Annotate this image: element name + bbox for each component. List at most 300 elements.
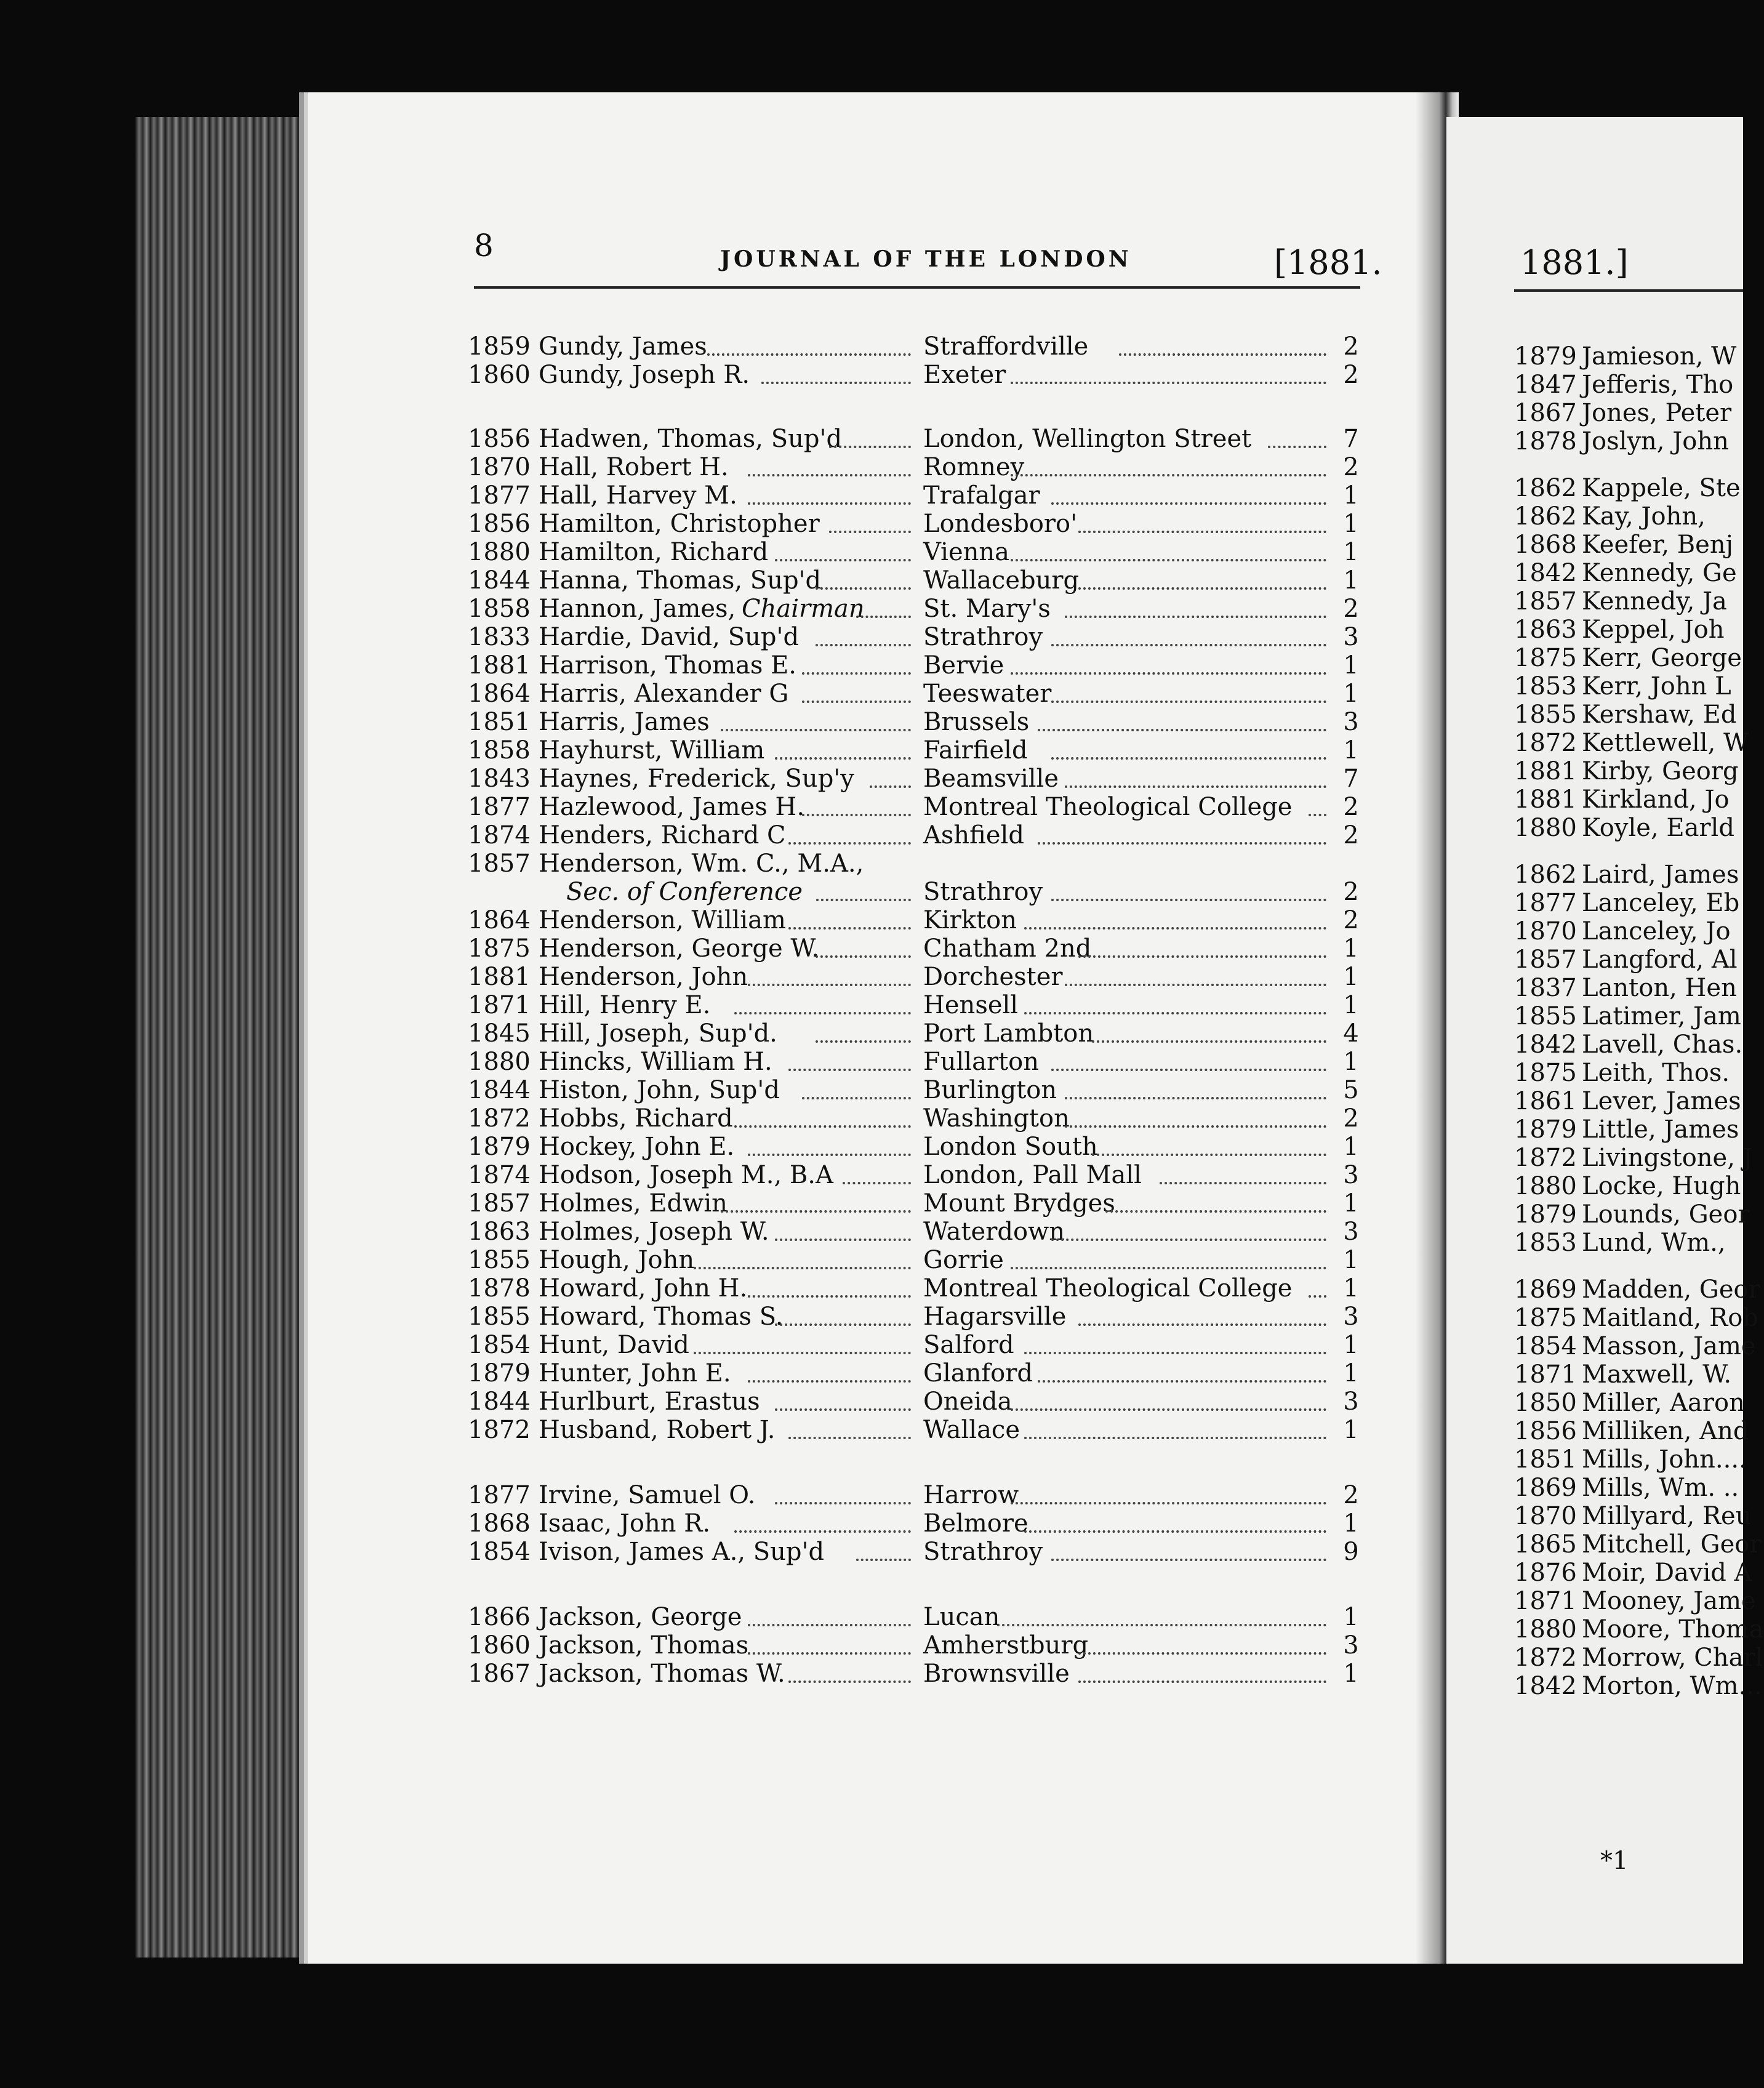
entry-name: Kennedy, Ja [1582,587,1727,616]
table-row: 1877 Hazlewood, James H. Montreal Theological College 2 [468,793,1379,821]
dot-leader [748,500,911,505]
entry-year: 1870 [468,453,531,481]
entry-count: 1 [1343,1603,1359,1631]
entry-station: Wallaceburg [923,566,1080,595]
entry-year: 1880 [1514,814,1577,842]
table-row: 1868 Isaac, John R. Belmore 1 [468,1509,1379,1538]
entry-title: Sec. of Conference [566,878,803,906]
entry-year: 1856 [1514,1417,1577,1445]
entry-year: 1851 [468,708,531,736]
entry-station: Amherstburg [923,1631,1089,1660]
dot-leader [734,1528,911,1533]
entry-name: Morton, Wm... [1582,1672,1762,1700]
footnote: *1 [1600,1847,1629,1875]
entry-station: Gorrie [923,1246,1004,1274]
entry-year: 1842 [1514,559,1577,587]
entry-station: Brownsville [923,1660,1070,1688]
dot-leader [788,840,911,845]
entry-count: 1 [1343,1416,1359,1444]
entry-year: 1858 [468,736,531,765]
entry-year: 1879 [1514,1200,1577,1229]
entry-station: Teeswater [923,680,1052,708]
entry-count: 4 [1343,1019,1359,1048]
table-row: 1877 Hall, Harvey M. Trafalgar 1 [468,481,1379,510]
entry-year: 1862 [1514,474,1577,502]
entry-name: Livingstone, J [1582,1144,1753,1172]
table-row: 1860 Gundy, Joseph R. Exeter 2 [468,361,1379,389]
entry-count: 1 [1343,1509,1359,1538]
table-row: 1856 Hadwen, Thomas, Sup'd London, Wellington Street 7 [468,425,1379,453]
entry-count: 1 [1343,736,1359,765]
entry-year: 1880 [468,1048,531,1076]
entry-year: 1856 [468,425,531,453]
entry-name: Latimer, Jam [1582,1002,1741,1030]
entry-name: Koyle, Earld [1582,814,1734,842]
table-row: 1854 Ivison, James A., Sup'd Strathroy 9 [468,1538,1379,1566]
table-row: 1856 Hamilton, Christopher Londesboro' 1 [468,510,1379,538]
dot-leader [1024,1434,1326,1439]
header-year: [1881. [1274,243,1382,282]
entry-count: 2 [1343,1481,1359,1509]
entry-year: 1875 [1514,1059,1577,1087]
dot-leader [1065,613,1326,618]
entry-year: 1863 [468,1218,531,1246]
entry-year: 1862 [1514,502,1577,531]
entry-year: 1871 [468,991,531,1019]
dot-leader [707,351,911,356]
entry-name: Laird, James [1582,861,1739,889]
dot-leader [1038,726,1326,731]
entry-year: 1874 [468,1161,531,1189]
entry-station: Brussels [923,708,1030,736]
entry-name: Lanceley, Jo [1582,917,1731,946]
dot-leader [856,613,911,618]
dot-leader [1065,783,1326,788]
dot-leader [816,1038,911,1043]
entry-year: 1877 [468,1481,531,1509]
entry-name: Moore, Thoma [1582,1615,1764,1644]
entry-station: Harrow [923,1481,1019,1509]
entry-station: Port Lambton [923,1019,1094,1048]
entry-year: 1857 [468,849,531,878]
entry-count: 1 [1343,1359,1359,1387]
right-header-year: 1881.] [1520,243,1629,282]
dot-leader [1024,925,1326,930]
dot-leader [788,1066,911,1071]
dot-leader [1309,1293,1326,1298]
entry-name: Little, James [1582,1115,1739,1144]
table-row: 1874 Henders, Richard C Ashfield 2 [468,821,1379,849]
dot-leader [1051,896,1326,901]
table-row: 1858 Hayhurst, William Fairfield 1 [468,736,1379,765]
dot-leader [1024,1010,1326,1014]
entry-year: 1837 [1514,974,1577,1002]
entry-year: 1879 [468,1133,531,1161]
entry-year: 1854 [1514,1332,1577,1360]
entry-year: 1860 [468,1631,531,1660]
entry-year: 1877 [468,793,531,821]
entry-count: 1 [1343,1133,1359,1161]
entry-year: 1870 [1514,1502,1577,1530]
table-row: 1879 Hunter, John E. Glanford 1 [468,1359,1379,1387]
header-rule [474,286,1360,289]
dot-leader [1011,1500,1326,1504]
dot-leader [748,1650,911,1655]
entry-count: 2 [1343,878,1359,906]
entry-year: 1856 [468,510,531,538]
dot-leader [1051,1066,1326,1071]
entry-year: 1844 [468,1076,531,1104]
entry-count: 9 [1343,1538,1359,1566]
entry-year: 1870 [1514,917,1577,946]
entry-year: 1857 [1514,946,1577,974]
dot-leader [1011,556,1326,561]
dot-leader [1051,1236,1326,1241]
entry-year: 1869 [1514,1474,1577,1502]
entry-station: Salford [923,1331,1014,1359]
entry-station: Straffordville [923,332,1089,361]
entry-count: 5 [1343,1076,1359,1104]
dot-leader [1051,1556,1326,1561]
entry-name: Miller, Aaron [1582,1389,1745,1417]
entry-year: 1855 [468,1246,531,1274]
entry-year: 1867 [468,1660,531,1688]
entry-name: Masson, Jame [1582,1332,1756,1360]
entry-year: 1864 [468,906,531,934]
entry-year: 1878 [468,1274,531,1303]
entry-year: 1847 [1514,371,1577,399]
dot-leader [1065,1094,1326,1099]
dot-leader [1092,1038,1326,1043]
table-row: 1871 Hill, Henry E. Hensell 1 [468,991,1379,1019]
entry-station: Bervie [923,651,1004,680]
table-row: 1870 Hall, Robert H. Romney 2 [468,453,1379,481]
entry-station: Kirkton [923,906,1017,934]
dot-leader [721,726,911,731]
entry-count: 7 [1343,765,1359,793]
table-row: 1857 Holmes, Edwin Mount Brydges 1 [468,1189,1379,1218]
entry-year: 1880 [1514,1615,1577,1644]
entry-station: Glanford [923,1359,1033,1387]
entry-year: 1855 [1514,701,1577,729]
dot-leader [721,1208,911,1213]
table-row: 1874 Hodson, Joseph M., B.A London, Pall Mall 3 [468,1161,1379,1189]
entry-year: 1871 [1514,1587,1577,1615]
dot-leader [1268,443,1326,448]
entry-year: 1872 [1514,1144,1577,1172]
dot-leader [788,1678,911,1683]
entry-count: 3 [1343,708,1359,736]
entry-name: Milliken, And [1582,1417,1749,1445]
entry-station: Chatham 2nd [923,934,1092,963]
entry-name: Madden, Geor [1582,1275,1760,1304]
dot-leader [775,556,911,561]
entry-count: 3 [1343,1631,1359,1660]
dot-leader [802,811,911,816]
entry-year: 1879 [1514,1115,1577,1144]
entry-year: 1843 [468,765,531,793]
entry-name: Morrow, Charl [1582,1644,1763,1672]
entry-count: 2 [1343,906,1359,934]
entry-name: Langford, Al [1582,946,1738,974]
entry-count: 2 [1343,361,1359,389]
table-row [468,878,1379,906]
entry-year: 1872 [468,1416,531,1444]
dot-leader [829,443,911,448]
dot-leader [1065,981,1326,986]
dot-leader [1011,379,1326,384]
entry-year: 1844 [468,566,531,595]
dot-leader [1011,1406,1326,1411]
entry-year: 1858 [468,595,531,623]
dot-leader [1160,1179,1326,1184]
dot-leader [1051,755,1326,760]
entry-year: 1877 [468,481,531,510]
entry-name: Leith, Thos. [1582,1059,1730,1087]
entry-station: St. Mary's [923,595,1051,623]
entry-station: Strathroy [923,1538,1043,1566]
entry-year: 1868 [1514,531,1577,559]
entry-count: 2 [1343,595,1359,623]
entry-count: 1 [1343,1660,1359,1688]
entry-count: 2 [1343,793,1359,821]
entry-year: 1860 [468,361,531,389]
table-row: 1864 Henderson, William Kirkton 2 [468,906,1379,934]
entry-name: Kirkland, Jo [1582,785,1730,814]
table-row: 1877 Irvine, Samuel O. Harrow 2 [468,1481,1379,1509]
entry-year: 1869 [1514,1275,1577,1304]
table-row: 1879 Hockey, John E. London South 1 [468,1133,1379,1161]
dot-leader [1078,585,1326,590]
entry-year: 1875 [1514,1304,1577,1332]
dot-leader [761,379,911,384]
table-row: 1855 Hough, John Gorrie 1 [468,1246,1379,1274]
dot-leader [775,1321,911,1326]
entry-year: 1854 [468,1331,531,1359]
entry-year: 1853 [1514,1229,1577,1257]
entry-name: Keppel, Joh [1582,616,1725,644]
entry-name: Jefferis, Tho [1582,371,1734,399]
entry-count: 1 [1343,1048,1359,1076]
entry-count: 1 [1343,1246,1359,1274]
entry-year: 1871 [1514,1360,1577,1389]
dot-leader [1051,698,1326,703]
entry-year: 1853 [1514,672,1577,701]
entry-name: Mills, John.... [1582,1445,1747,1474]
dot-leader [1078,953,1326,958]
dot-leader [694,1349,911,1354]
entry-name: Maxwell, W. [1582,1360,1732,1389]
entry-year: 1855 [468,1303,531,1331]
dot-leader [748,1621,911,1626]
dot-leader [1092,1151,1326,1156]
dot-leader [1011,1264,1326,1269]
dot-leader [1011,670,1326,675]
entry-year: 1880 [468,538,531,566]
dot-leader [843,1179,911,1184]
table-row: 1880 Hincks, William H. Fullarton 1 [468,1048,1379,1076]
dot-leader [1011,472,1326,476]
entry-count: 1 [1343,538,1359,566]
dot-leader [748,1293,911,1298]
entry-year: 1842 [1514,1030,1577,1059]
entry-name: Joslyn, John [1582,427,1729,456]
entry-count: 1 [1343,510,1359,538]
entry-station: Romney [923,453,1025,481]
entry-name: Kershaw, Ed [1582,701,1737,729]
entry-year: 1881 [468,963,531,991]
entry-name: Lounds, Geor [1582,1200,1750,1229]
dot-leader [748,1151,911,1156]
dot-leader [734,1010,911,1014]
entry-year: 1865 [1514,1530,1577,1559]
dot-leader [1078,1650,1326,1655]
entry-count: 1 [1343,991,1359,1019]
dot-leader [775,755,911,760]
entry-station: London, Pall Mall [923,1161,1142,1189]
entry-year: 1833 [468,623,531,651]
entry-year: 1850 [1514,1389,1577,1417]
dot-leader [1078,1678,1326,1683]
entry-name: Keefer, Benj [1582,531,1734,559]
entry-station: Washington [923,1104,1070,1133]
dot-leader [816,953,911,958]
entry-station: Strathroy [923,878,1043,906]
entry-station: Beamsville [923,765,1059,793]
dot-leader [1024,1528,1326,1533]
table-row: 1867 Jackson, Thomas W. Brownsville 1 [468,1660,1379,1688]
dot-leader [1119,351,1326,356]
entry-count: 1 [1343,481,1359,510]
entry-name: Kay, John, [1582,502,1706,531]
dot-leader [1105,1208,1326,1213]
table-row: 1864 Harris, Alexander G Teeswater 1 [468,680,1379,708]
entry-year: 1868 [468,1509,531,1538]
entry-year: 1875 [1514,644,1577,672]
entry-station: Montreal Theological College [923,1274,1293,1303]
entry-station: London South [923,1133,1098,1161]
entry-station: Strathroy [923,623,1043,651]
entry-name: Mooney, Jame [1582,1587,1756,1615]
table-row: 1860 Jackson, Thomas Amherstburg 3 [468,1631,1379,1660]
entry-name: Kirby, Georg [1582,757,1739,785]
entry-name: Millyard, Reu [1582,1502,1752,1530]
entry-count: 3 [1343,1387,1359,1416]
entry-year: 1874 [468,821,531,849]
table-row: 1881 Harrison, Thomas E. Bervie 1 [468,651,1379,680]
entry-station: Hagarsville [923,1303,1067,1331]
entry-count: 7 [1343,425,1359,453]
entry-station: Trafalgar [923,481,1040,510]
table-row: 1875 Henderson, George W. Chatham 2nd 1 [468,934,1379,963]
running-head: JOURNAL OF THE LONDON [720,246,1132,272]
entry-name: Kettlewell, W [1582,729,1749,757]
table-row: 1844 Hanna, Thomas, Sup'd Wallaceburg 1 [468,566,1379,595]
table-row: 1844 Histon, John, Sup'd Burlington 5 [468,1076,1379,1104]
table-row: 1854 Hunt, David Salford 1 [468,1331,1379,1359]
entry-year: 1877 [1514,889,1577,917]
dot-leader [1309,811,1326,816]
entry-year: 1872 [1514,1644,1577,1672]
entry-count: 3 [1343,1218,1359,1246]
table-row: 1851 Harris, James Brussels 3 [468,708,1379,736]
entry-year: 1844 [468,1387,531,1416]
entry-station: Vienna [923,538,1010,566]
entry-year: 1842 [1514,1672,1577,1700]
entry-name: Jones, Peter [1582,399,1732,427]
entry-count: 1 [1343,1274,1359,1303]
entry-count: 1 [1343,1331,1359,1359]
entry-year: 1872 [1514,729,1577,757]
table-row: 1845 Hill, Joseph, Sup'd. Port Lambton 4 [468,1019,1379,1048]
entry-count: 2 [1343,1104,1359,1133]
entry-station: Hensell [923,991,1019,1019]
entry-year: 1857 [1514,587,1577,616]
table-row: 1866 Jackson, George Lucan 1 [468,1603,1379,1631]
dot-leader [816,585,911,590]
dot-leader [734,1123,911,1128]
dot-leader [1038,840,1326,845]
dot-leader [870,783,911,788]
entry-name: Lanceley, Eb [1582,889,1740,917]
table-row: 1857 Henderson, Wm. C., M.A., [468,849,864,878]
dot-leader [1038,1378,1326,1383]
dot-leader [829,528,911,533]
page-number: 8 [474,228,494,263]
dot-leader [775,1236,911,1241]
entry-year: 1879 [1514,342,1577,371]
entry-name: Kennedy, Ge [1582,559,1737,587]
entry-year: 1881 [468,651,531,680]
entry-station: Oneida [923,1387,1012,1416]
dot-leader [1051,500,1326,505]
entry-station: Exeter [923,361,1006,389]
entry-count: 2 [1343,821,1359,849]
entry-station: Burlington [923,1076,1057,1104]
entry-name: Moir, David A [1582,1559,1752,1587]
entry-year: 1859 [468,332,531,361]
dot-leader [788,1434,911,1439]
table-row: 1855 Howard, Thomas S. Hagarsville 3 [468,1303,1379,1331]
entry-station: London, Wellington Street [923,425,1252,453]
entry-year: 1864 [468,680,531,708]
entry-count: 3 [1343,1303,1359,1331]
table-row: 1872 Husband, Robert J. Wallace 1 [468,1416,1379,1444]
table-row: 1878 Howard, John H. Montreal Theological College 1 [468,1274,1379,1303]
entry-name: Locke, Hugh [1582,1172,1741,1200]
entry-year: 1863 [1514,616,1577,644]
entry-year: 1855 [1514,1002,1577,1030]
table-row: 1863 Holmes, Joseph W. Waterdown 3 [468,1218,1379,1246]
entry-station: Wallace [923,1416,1020,1444]
dot-leader [748,472,911,476]
entry-year: 1876 [1514,1559,1577,1587]
dot-leader [1078,528,1326,533]
entry-year: 1866 [468,1603,531,1631]
entry-name: Mills, Wm. .. [1582,1474,1739,1502]
dot-leader [748,1378,911,1383]
dot-leader [775,1406,911,1411]
dot-leader [856,1556,911,1561]
entry-count: 3 [1343,623,1359,651]
dot-leader [1065,1123,1326,1128]
entry-station: Fairfield [923,736,1028,765]
table-row: 1881 Henderson, John Dorchester 1 [468,963,1379,991]
dot-leader [1078,1321,1326,1326]
entry-year: 1880 [1514,1172,1577,1200]
entry-name: Maitland, Rob [1582,1304,1758,1332]
entry-year: 1857 [468,1189,531,1218]
